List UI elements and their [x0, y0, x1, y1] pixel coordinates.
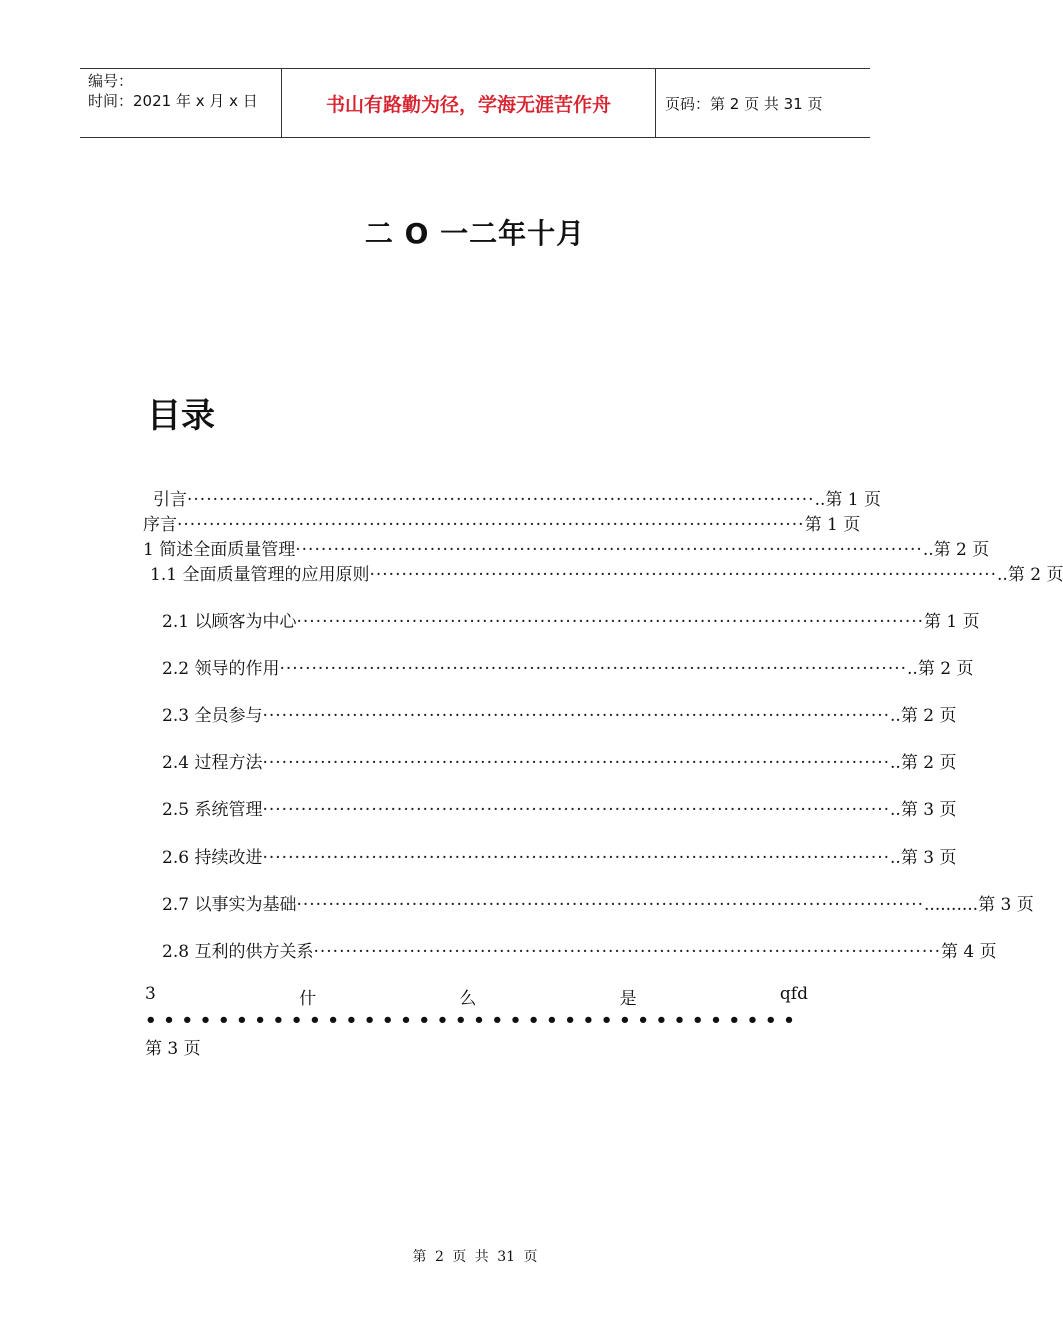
toc-entry[interactable]	[153, 485, 882, 510]
toc-entry-page: 第 1 页	[924, 612, 980, 632]
qfd-word: 是	[619, 989, 637, 1009]
toc-leader-dots: ··································································································	[187, 490, 815, 510]
toc-entry[interactable]	[162, 654, 974, 679]
toc-entry-page: ..第 3 页	[890, 848, 957, 868]
toc-leader-dots: ··································································································	[296, 895, 925, 915]
toc-entry-label: 2.8 互利的供方关系	[162, 942, 314, 962]
code-label: 编号：	[88, 72, 134, 90]
toc-leader-dots: ··································································································	[262, 800, 891, 820]
toc-entry-page: ..第 2 页	[907, 659, 974, 679]
toc-leader-dots: ··································································································	[279, 659, 908, 679]
qfd-word: 3	[145, 984, 156, 1004]
toc-entry-page: 第 4 页	[941, 942, 997, 962]
toc-entry[interactable]	[162, 701, 957, 726]
toc-entry[interactable]	[143, 535, 990, 560]
toc-entry[interactable]	[150, 560, 1063, 585]
toc-entry-label: 序言	[143, 515, 177, 535]
toc-entry-label: 2.2 领导的作用	[162, 659, 280, 679]
toc-entry-page: ..第 2 页	[997, 565, 1063, 585]
toc-entry-label: 2.6 持续改进	[162, 848, 263, 868]
toc-leader-dots: ··································································································	[177, 515, 805, 535]
header-page-info	[655, 69, 870, 137]
toc-leader-dots: ··································································································	[296, 612, 925, 632]
toc-heading: 目录	[147, 396, 215, 436]
toc-entry[interactable]	[162, 795, 957, 820]
toc-entry-page: ..第 2 页	[922, 540, 990, 560]
motto-text: 书山有路勤为径，学海无涯苦作舟	[325, 93, 611, 116]
toc-entry-qfd[interactable]	[145, 984, 808, 1009]
toc-entry-label: 1 简述全面质量管理	[143, 540, 296, 560]
date-label: 时间：2021 年 x 月 x 日	[88, 92, 258, 110]
qfd-leader-dots: • • • • • • • • • • • • • • • • • • • • • • • • • • • • • • • • • • • •	[145, 1010, 795, 1031]
header-meta	[80, 69, 280, 137]
page-footer: 第 2 页 共 31 页	[412, 1249, 538, 1265]
toc-entry-page: ..第 1 页	[814, 490, 882, 510]
toc-leader-dots: ··································································································	[313, 942, 942, 962]
header-motto-cell	[281, 69, 656, 137]
toc-entry-page: ..第 3 页	[890, 800, 957, 820]
toc-entry-label: 2.7 以事实为基础	[162, 895, 297, 915]
page-header	[80, 68, 870, 138]
toc-entry[interactable]	[143, 510, 861, 535]
toc-entry-label: 2.3 全员参与	[162, 706, 263, 726]
qfd-word: 么	[459, 989, 477, 1009]
toc-entry-label: 2.1 以顾客为中心	[162, 612, 297, 632]
toc-entry-label: 2.4 过程方法	[162, 753, 263, 773]
toc-leader-dots: ··································································································	[262, 706, 891, 726]
toc-entry-label: 2.5 系统管理	[162, 800, 263, 820]
toc-entry-page: ..第 2 页	[890, 706, 957, 726]
qfd-word: 什	[299, 989, 317, 1009]
toc-entry-page: ..第 2 页	[890, 753, 957, 773]
page-info-text: 页码：第 2 页 共 31 页	[665, 94, 823, 113]
toc-entry[interactable]	[162, 937, 997, 962]
toc-leader-dots: ··································································································	[262, 848, 891, 868]
toc-leader-dots: ··································································································	[369, 565, 998, 585]
toc-entry[interactable]	[162, 748, 957, 773]
toc-entry-page: ..........第 3 页	[924, 895, 1034, 915]
toc-entry-label: 1.1 全面质量管理的应用原则	[150, 565, 370, 585]
toc-entry-label: 引言	[153, 490, 187, 510]
toc-entry-page: 第 1 页	[804, 515, 861, 535]
date-title: 二 O 一二年十月	[364, 217, 586, 250]
qfd-word: qfd	[779, 984, 808, 1004]
toc-entry[interactable]	[162, 607, 980, 632]
toc-leader-dots: ··································································································	[262, 753, 891, 773]
toc-leader-dots: ··································································································	[295, 540, 923, 560]
toc-entry[interactable]	[162, 890, 1034, 915]
qfd-entry-page: 第 3 页	[145, 1039, 201, 1059]
toc-entry[interactable]	[162, 843, 957, 868]
